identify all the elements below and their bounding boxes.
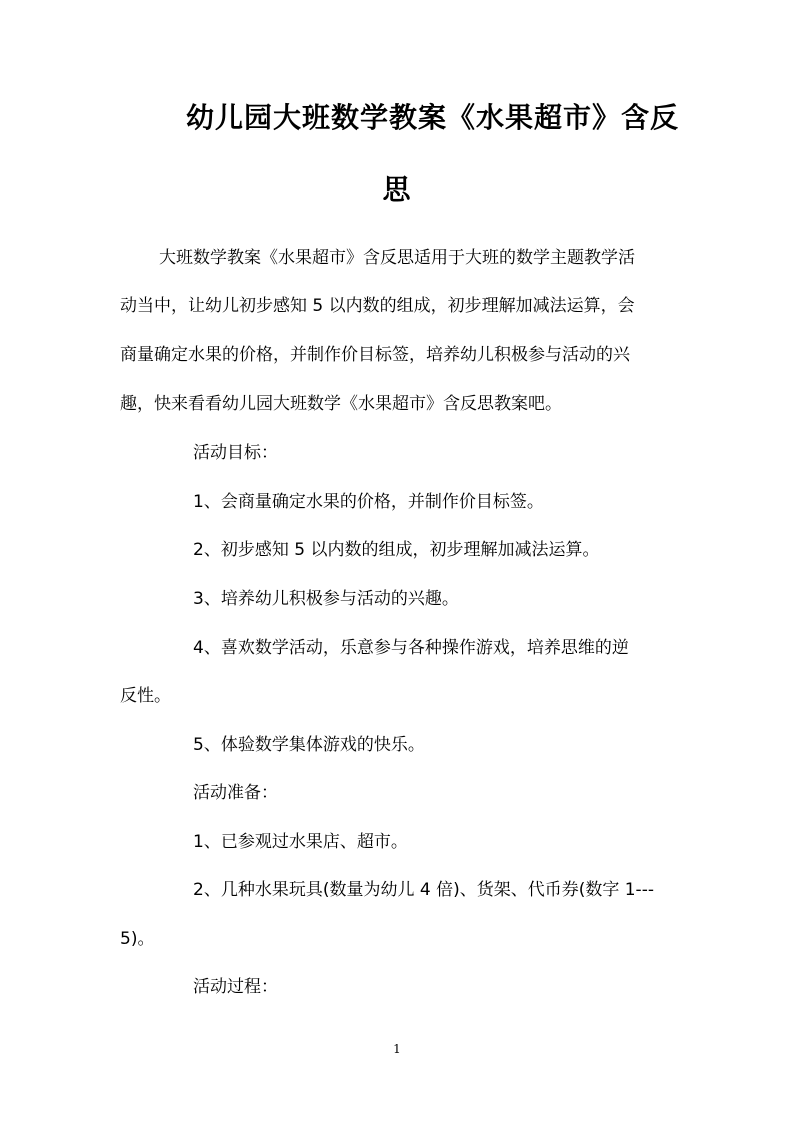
prep-heading: 活动准备： [193, 783, 278, 803]
goal-item-1: 1、会商量确定水果的价格，并制作价目标签。 [193, 492, 544, 512]
goals-heading: 活动目标： [193, 443, 278, 463]
document-title-line-2: 思 [382, 173, 412, 206]
goal-item-3: 3、培养幼儿积极参与活动的兴趣。 [193, 589, 459, 609]
prep-item-1: 1、已参观过水果店、超市。 [193, 832, 408, 852]
goal-item-4: 4、喜欢数学活动，乐意参与各种操作游戏，培养思维的逆 [193, 638, 629, 658]
document-title-line-1: 幼儿园大班数学教案《水果超市》含反 [186, 101, 680, 134]
process-heading: 活动过程： [193, 977, 278, 997]
intro-line-4: 趣，快来看看幼儿园大班数学《水果超市》含反思教案吧。 [120, 394, 562, 414]
goal-item-5: 5、体验数学集体游戏的快乐。 [193, 735, 425, 755]
goal-item-2: 2、初步感知 5 以内数的组成，初步理解加减法运算。 [193, 540, 600, 560]
goal-item-4-continued: 反性。 [120, 686, 171, 706]
intro-line-3: 商量确定水果的价格，并制作价目标签，培养幼儿积极参与活动的兴 [120, 345, 630, 365]
intro-line-2: 动当中，让幼儿初步感知 5 以内数的组成，初步理解加减法运算，会 [120, 296, 635, 316]
prep-item-2-continued: 5)。 [120, 929, 155, 949]
prep-item-2: 2、几种水果玩具(数量为幼儿 4 倍)、货架、代币券(数字 1--- [193, 880, 654, 900]
intro-line-1: 大班数学教案《水果超市》含反思适用于大班的数学主题教学活 [159, 248, 635, 268]
page-number: 1 [393, 1042, 401, 1056]
